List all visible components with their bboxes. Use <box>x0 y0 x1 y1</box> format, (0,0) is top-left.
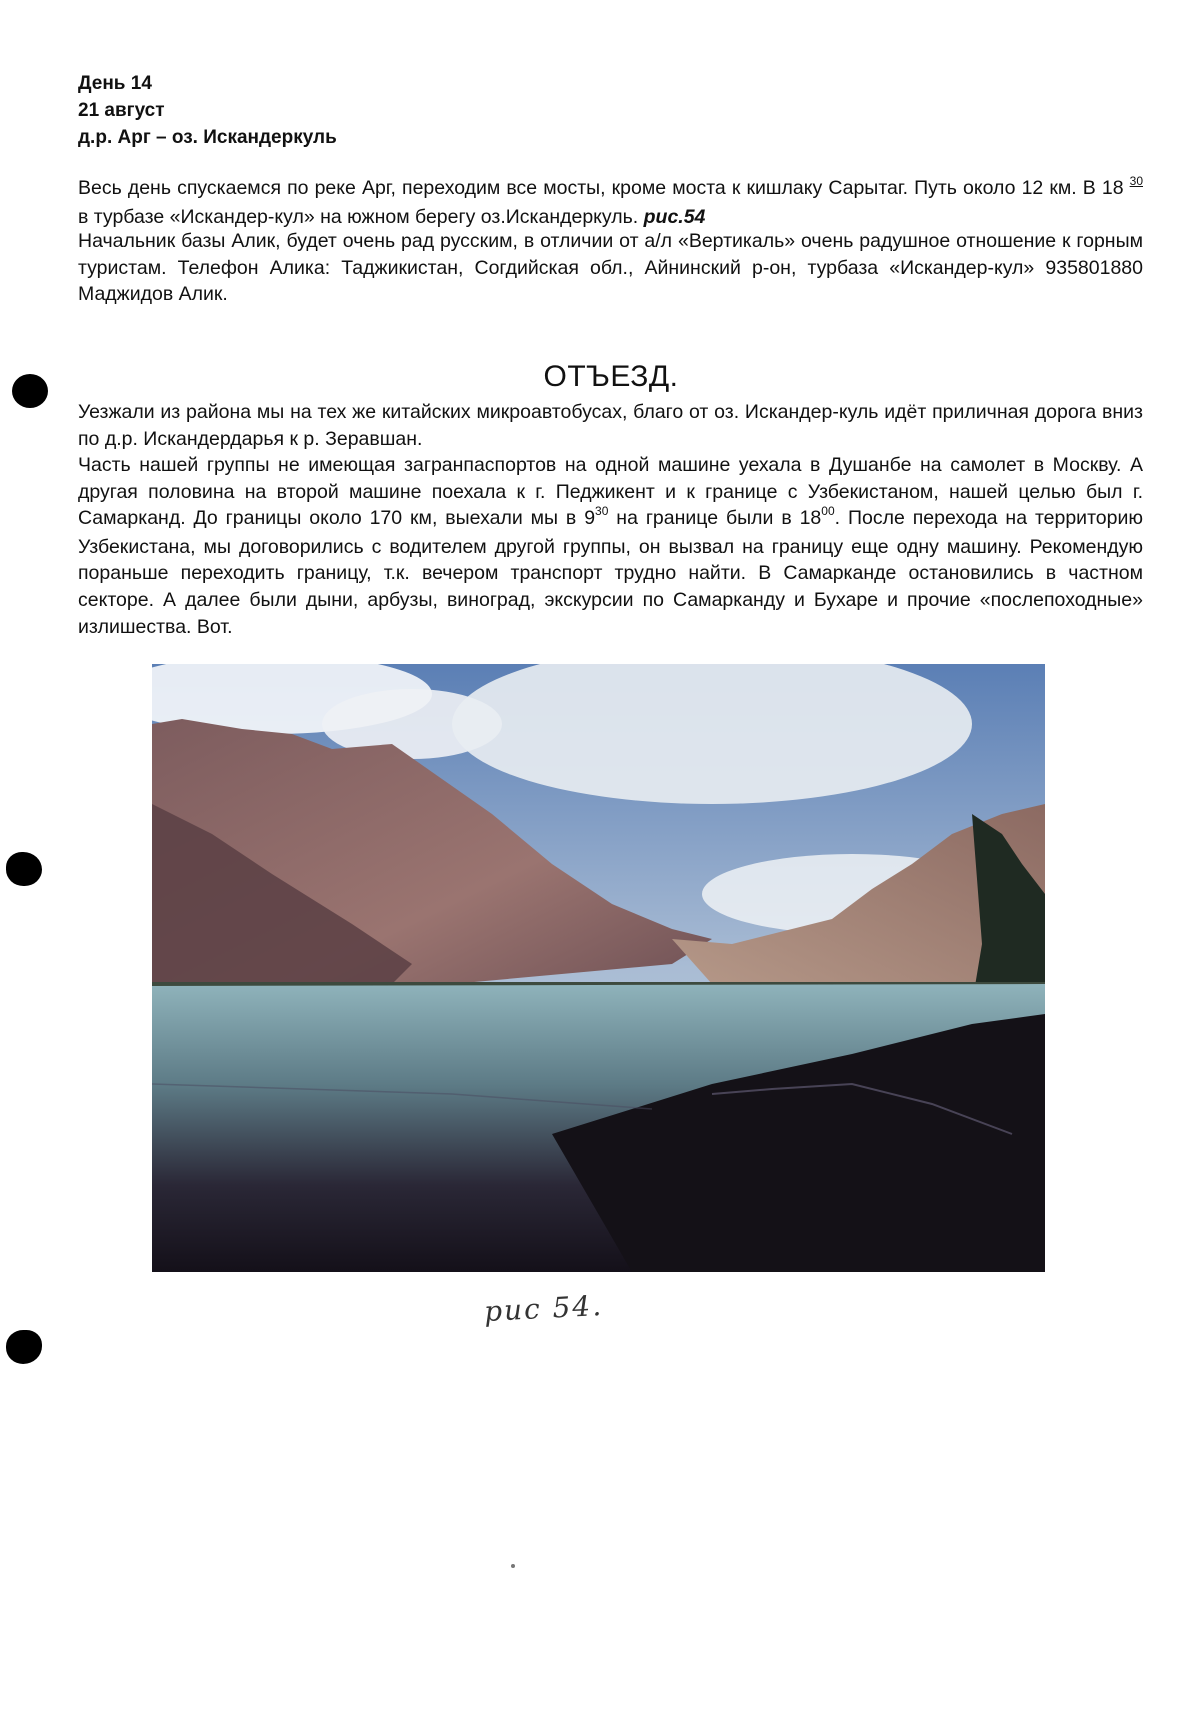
day-number: День 14 <box>78 73 152 94</box>
paragraph-text: на границе были в 18 <box>608 507 822 530</box>
paragraph-text: Часть нашей группы не имеющая загранпаспортов на одной машине уехала в Душанбе на самолет в Москву. А другая половина на второй машине поехала к г. Педжикент и к границе с Узбекистаном, нашей целью был г. Самарканд. До границы около 170 км, выехали мы в 9 <box>78 454 1143 530</box>
time-superscript: 30 <box>595 504 609 519</box>
paragraph-text: Весь день спускаемся по реке Арг, переходим все мосты, кроме моста к кишлаку Сарытаг. Путь около 12 км. В 18 <box>78 177 1124 199</box>
lake-photo-illustration <box>152 664 1045 1272</box>
punch-hole <box>6 1330 42 1364</box>
punch-hole <box>6 852 42 886</box>
figure-reference: рис.54 <box>643 205 706 228</box>
departure-paragraph-2 <box>78 452 1143 640</box>
day-route: д.р. Арг – оз. Искандеркуль <box>78 127 337 148</box>
day-heading <box>78 70 337 151</box>
day-paragraph-1 <box>78 175 1143 230</box>
section-title: ОТЪЕЗД. <box>543 360 679 393</box>
lake-photo <box>152 664 1045 1272</box>
paragraph-text: в турбазе «Искандер-кул» на южном берегу оз.Искандеркуль. <box>78 205 644 228</box>
scan-speck <box>511 1564 515 1568</box>
day-date: 21 август <box>78 100 165 121</box>
time-superscript: 30 <box>1129 174 1143 188</box>
day-paragraph-2: Начальник базы Алик, будет очень рад русским, в отличии от а/л «Вертикаль» очень радушное отношение к горным туристам. Телефон Алика: Таджикистан, Согдийская обл., Айнинский р-он, турбаза «Искандер-кул» 935801880 Маджидов Алик. <box>78 230 1143 306</box>
paragraph-text: . После перехода на территорию Узбекистана, мы договорились с водителем другой группы, он вызвал на границу еще одну машину. Рекомендую пораньше переходить границу, т.к. вечером транспорт трудно найти. В Самарканде остановились в частном секторе. А далее были дыни, арбузы, виноград, экскурсии по Самарканду и Бухаре и прочие «послепоходные» излишества. Вот. <box>78 507 1143 638</box>
departure-paragraph-1: Уезжали из района мы на тех же китайских микроавтобусах, благо от оз. Искандер-куль идёт приличная дорога вниз по д.р. Искандердарья к р. Зеравшан. <box>78 401 1143 450</box>
handwritten-caption: рис 54. <box>483 1288 604 1329</box>
time-superscript: 00 <box>821 504 835 519</box>
